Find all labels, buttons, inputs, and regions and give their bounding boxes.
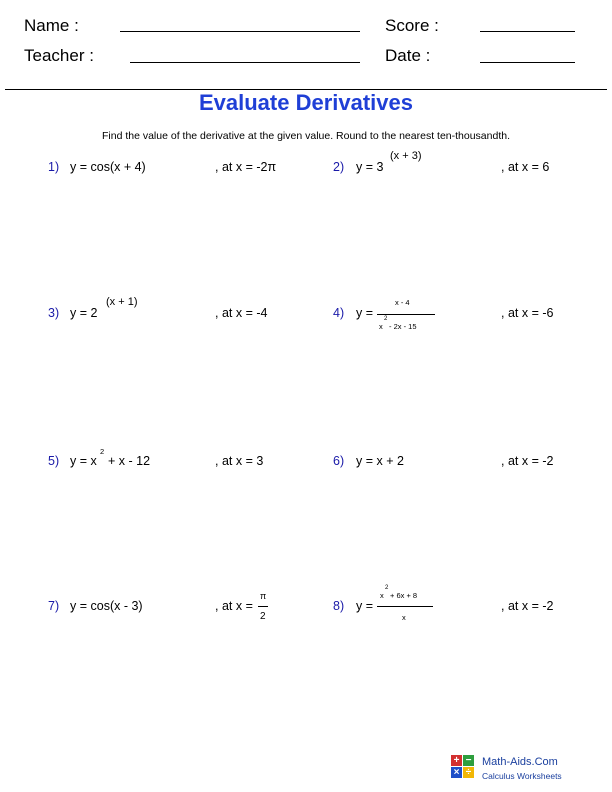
date-field[interactable] bbox=[480, 62, 575, 63]
evaluation-point: , at x = -2 bbox=[501, 454, 554, 468]
teacher-field[interactable] bbox=[130, 62, 360, 63]
problem-number: 2) bbox=[333, 160, 345, 174]
problem-number: 6) bbox=[333, 454, 345, 468]
times-icon: × bbox=[451, 767, 462, 778]
denominator-rest: - 2x - 15 bbox=[389, 322, 417, 331]
problem-number: 3) bbox=[48, 306, 60, 320]
score-field[interactable] bbox=[480, 31, 575, 32]
equation-part-a: y = x bbox=[70, 454, 97, 468]
teacher-label: Teacher : bbox=[24, 46, 94, 65]
equation: y = cos(x - 3) bbox=[70, 599, 143, 613]
equation-base: y = 3 bbox=[356, 160, 384, 174]
page-title: Evaluate Derivatives bbox=[198, 90, 414, 115]
numerator-rest: + 6x + 8 bbox=[390, 591, 418, 600]
evaluation-point: , at x = -6 bbox=[501, 306, 554, 320]
problem-number: 1) bbox=[48, 160, 60, 174]
equation: y = x + 2 bbox=[356, 454, 404, 468]
name-label: Name : bbox=[24, 16, 79, 35]
numerator-base: x bbox=[380, 591, 384, 600]
fraction-denominator: x bbox=[402, 613, 406, 622]
evaluation-point: , at x = -2 bbox=[501, 599, 554, 613]
denominator-base: x bbox=[379, 322, 383, 331]
equation-base: y = 2 bbox=[70, 306, 98, 320]
problem-number: 5) bbox=[48, 454, 60, 468]
evaluation-point: , at x = -4 bbox=[215, 306, 268, 320]
problem-number: 7) bbox=[48, 599, 60, 613]
evaluation-point: , at x = 3 bbox=[215, 454, 264, 468]
logo-name: Math-Aids.Com bbox=[482, 756, 558, 768]
equation-exponent: (x + 1) bbox=[106, 296, 138, 308]
problem-number: 4) bbox=[333, 306, 345, 320]
pi-numerator: π bbox=[260, 591, 267, 601]
evaluation-point: , at x = -2π bbox=[215, 160, 277, 174]
plus-icon: + bbox=[451, 755, 462, 766]
denominator-exponent: 2 bbox=[384, 316, 388, 322]
date-label: Date : bbox=[385, 46, 431, 65]
equation-lhs: y = bbox=[356, 306, 374, 320]
fraction-bar bbox=[258, 606, 268, 607]
name-field[interactable] bbox=[120, 31, 360, 32]
evaluation-point: , at x = 6 bbox=[501, 160, 550, 174]
instructions: Find the value of the derivative at the given value. Round to the nearest ten-thousandth. bbox=[101, 130, 511, 142]
numerator-exponent: 2 bbox=[385, 585, 389, 591]
score-label: Score : bbox=[385, 16, 439, 35]
minus-icon: − bbox=[463, 755, 474, 766]
equation-exponent: (x + 3) bbox=[390, 150, 422, 162]
logo-subtitle: Calculus Worksheets bbox=[482, 771, 562, 781]
divide-icon: ÷ bbox=[463, 767, 474, 778]
fraction-bar bbox=[377, 606, 433, 607]
problem-number: 8) bbox=[333, 599, 345, 613]
equation-part-b: + x - 12 bbox=[108, 454, 151, 468]
fraction-bar bbox=[377, 314, 435, 315]
equation-lhs: y = bbox=[356, 599, 374, 613]
equation: y = cos(x + 4) bbox=[70, 160, 146, 174]
pi-denominator: 2 bbox=[260, 611, 266, 622]
evaluation-prefix: , at x = bbox=[215, 599, 253, 613]
fraction-numerator: x - 4 bbox=[395, 298, 410, 307]
equation-exponent: 2 bbox=[100, 447, 105, 456]
